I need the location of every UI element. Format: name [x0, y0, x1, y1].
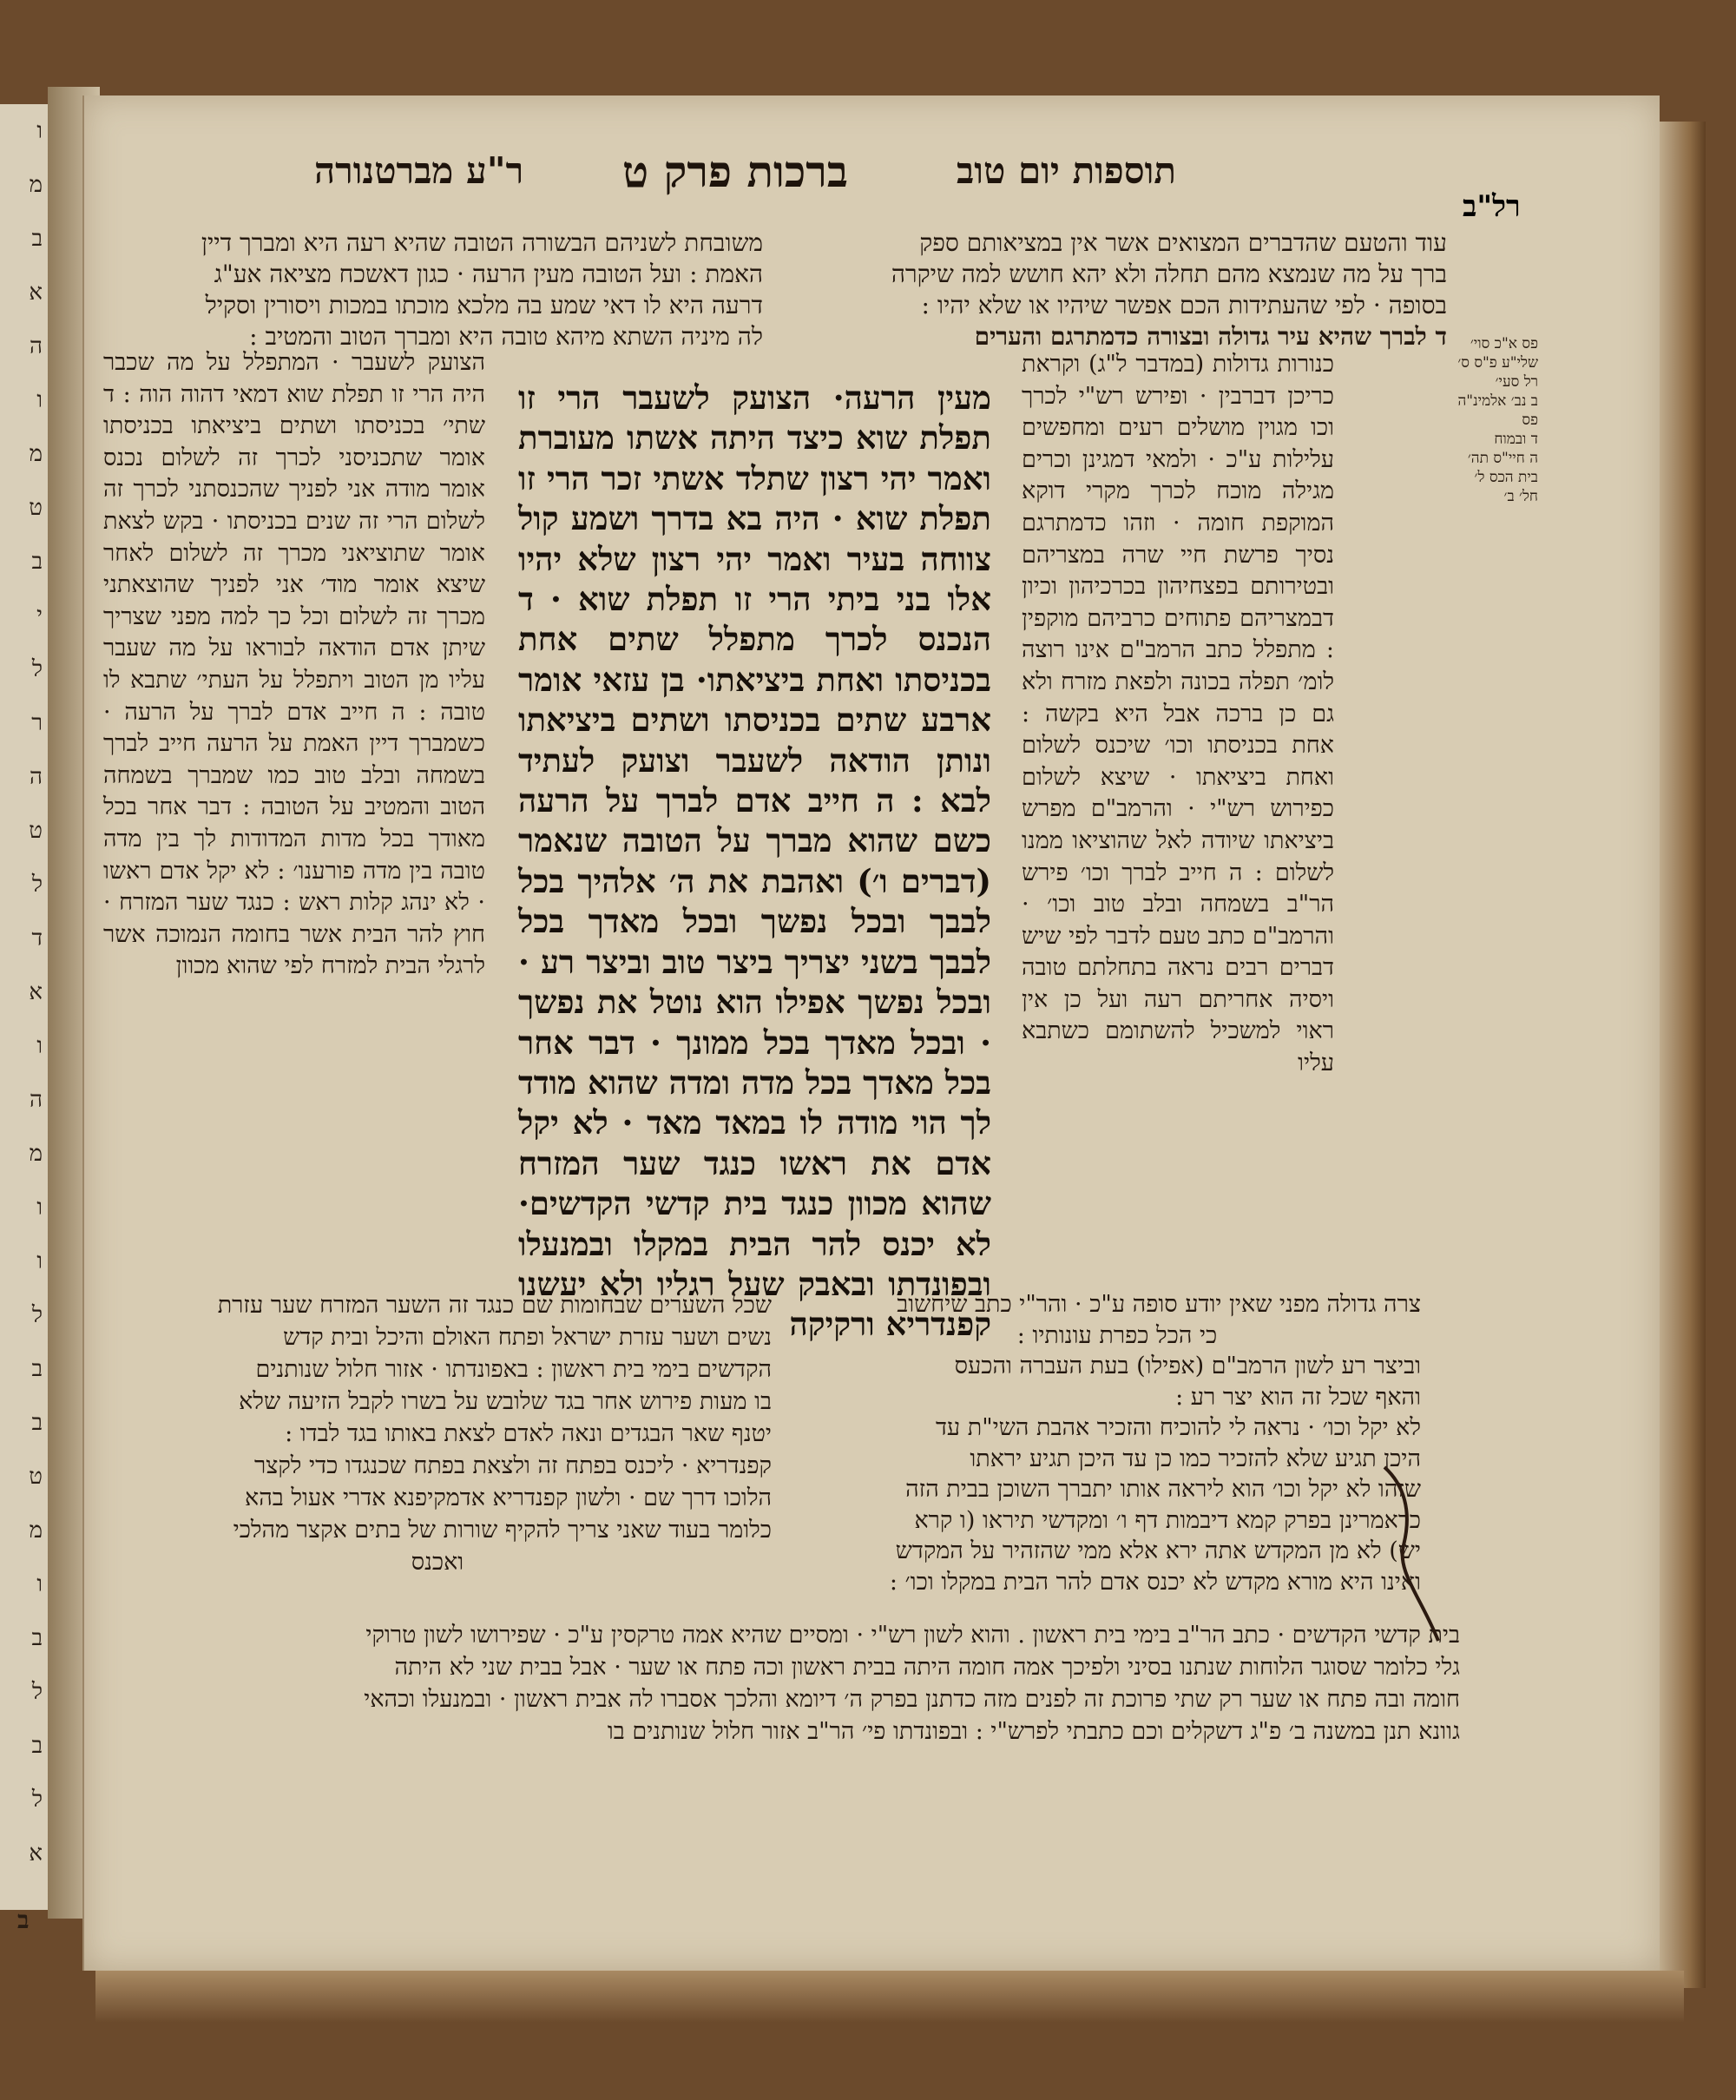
previous-page-letter: ו — [36, 118, 43, 144]
previous-page-letter: ב — [31, 1356, 43, 1382]
previous-page-letter: ט — [29, 818, 43, 844]
previous-page-letter: ו — [36, 1571, 43, 1597]
previous-page-letter: ו — [36, 387, 43, 413]
tosafot-lower-line: והאף שכל זה הוא יצר רע : — [1175, 1383, 1421, 1411]
tosafot-top-line: בסופה · לפי שהעתידות הכם אפשר שיהיו או שלא יהיו : — [921, 291, 1447, 319]
bartenura-lower-line: קפנדריא · ליכנס בפתח זה ולצאת בפתח שכנגדו כדי לקצר — [253, 1452, 772, 1479]
talmud-page — [82, 95, 1660, 1971]
bartenura-top — [103, 227, 763, 352]
marginal-line: חל׳ ב׳ — [1503, 488, 1538, 505]
previous-page-letter: ט — [29, 495, 43, 521]
previous-page-letter: ו — [36, 1195, 43, 1221]
bartenura-lower-line: הקדשים בימי בית ראשון : באפונדתו · אזור חלול שנותנים — [255, 1356, 772, 1383]
bartenura-lower-line: יטנף שאר הבגדים ונאה לאדם לצאת באותו בגד לבדו : — [285, 1420, 772, 1447]
bartenura-top-line: האמת : ועל הטובה מעין הרעה · כגון דאשכח מציאה אע"ג — [214, 260, 763, 288]
book-cover-bottom — [95, 1971, 1684, 2023]
marginal-line: בית הכס ל׳ — [1474, 469, 1538, 486]
tosafot-lower-line: כדאמרינן בפרק קמא דיבמות דף ו׳ ומקדשי תיראו (ו קרא — [914, 1506, 1421, 1534]
tosafot-bottom-line: חומה ובה פתח או שער רק שתי פרוכת זה לפנים מזה כדתנן בפרק ה׳ דיומא והלכך אסברו לה אבית ראשון · ובמנעלו וכהאי — [364, 1686, 1460, 1713]
tosafot-lower-line: וביצר רע לשון הרמב"ם (אפילו) בעת העברה והכעס — [954, 1353, 1421, 1379]
header-bartenura: ר"ע מברטנורה — [314, 149, 524, 192]
bartenura-lower — [103, 1289, 772, 1578]
previous-page-letter: ר — [31, 710, 43, 736]
marginal-line: ד ובמוח — [1494, 431, 1538, 448]
previous-page-letter: א — [29, 979, 43, 1005]
bartenura-lower-line: ואכנס — [411, 1549, 464, 1576]
previous-page-letter: ה — [30, 1087, 43, 1113]
bartenura-lower-line: כלומר בעוד שאני צריך להקיף שורות של בתים אקצר מהלכי — [233, 1517, 772, 1544]
tosafot-lower-line: צרה גדולה מפני שאין יודע סופה ע"כ · והר"י כתב שיחשוב — [897, 1291, 1421, 1318]
tosafot-lower-line: ואינו היא מורא מקדש לא יכנס אדם להר הבית במקלו וכו׳ : — [889, 1568, 1421, 1596]
previous-page-letters — [0, 104, 48, 1880]
bartenura-top-line: דרעה היא לו דאי שמע בה מלכא מוכתו במכות ויסורין וסקיל — [205, 291, 763, 319]
previous-page-letter: מ — [29, 1517, 43, 1544]
marginal-line: ה חיי"ס תה׳ — [1467, 450, 1538, 467]
previous-page-letter: מ — [29, 172, 43, 198]
bartenura-top-line: משובחת לשניהם הבשורה הטובה שהיא רעה היא ומברך דיין — [201, 228, 763, 257]
tosafot-lower-line: שזהו לא יקל וכו׳ הוא ליראה אותו יתברך השוכן בבית הזה — [905, 1476, 1421, 1503]
signature-letter: ב — [17, 1906, 30, 1934]
folio-number: רל"ב — [1463, 189, 1521, 224]
bartenura-column: הצועק לשעבר · המתפלל על מה שכבר היה הרי זו תפלת שוא דמאי דהוה הוה : ד שתי׳ בכניסתו ושתים ביציאתו בכניסתו אומר שתכניסני לכרך זה לשלום נכנס אומר מודה אני לפניך שהכנסתני לכרך זה לשלום הרי זה שנים בכניסתו · בקש לצאת אומר שתוציאני מכרך זה לשלום לאחר שיצא אומר מוד׳ אני לפניך שהוצאתני מכרך זה לשלום וכל כך למה מפני שצריך שיתן אדם הודאה לבוראו על מה שעבר עליו מן הטוב ויתפלל על העתי׳ שתבא לו טובה : ה חייב אדם לברך על הרעה · כשמברך דיין האמת על הרעה חייב לברך בשמחה ובלב טוב כמו שמברך בשמחה הטוב והמטיב על הטובה : דבר אחר בכל מאודך בכל מדות המדודות לך בין מדה טובה בין מדה פורענו׳ : לא יקל אדם ראשו · לא ינהג קלות ראש : כנגד שער המזרח · חוץ להר הבית אשר בחומה הנמוכה אשר לרגלי הבית למזרח לפי שהוא מכוון — [103, 349, 485, 980]
tosafot-lower-line: היכן תגיע שלא להזכיר כמו כן עד היכן תגיע יראתו — [970, 1445, 1421, 1472]
previous-page-edge — [0, 104, 50, 1910]
previous-page-letter: ה — [30, 333, 43, 359]
previous-page-letter: מ — [29, 1141, 43, 1167]
previous-page-letter: ט — [29, 1464, 43, 1490]
tosafot-bottom-line: גוונא תנן במשנה ב׳ פ"ג דשקלים וכם כתבתי לפרש"י : ובפונדתו פי׳ הר"ב אזור חלול שנותנים בו — [607, 1718, 1460, 1745]
marginal-line: פס א"כ סוי׳ — [1470, 335, 1538, 352]
tosafot-lower — [813, 1289, 1421, 1597]
marginal-line: פס — [1522, 411, 1538, 429]
previous-page-letter: מ — [29, 441, 43, 467]
handwritten-mark — [1378, 1450, 1447, 1658]
previous-page-letter: ב — [31, 549, 43, 575]
header-title: ברכות פרק ט — [622, 146, 848, 197]
page-fore-edge — [1654, 122, 1706, 1988]
tosafot-column: כנורות גדולות (במדבר ל"ג) וקראת כריכן דברבין · ופירש רש"י לכרך וכו מגוין מושלים רעים ומחפשים עלילות ע"כ · ולמאי דמגינן וכרים מגילה מוכח לכרך מקרי דוקא המוקפת חומה · וזהו כדמתרגם נסיך פרשת חיי שרה במצריהם ובטירותם בפצחיהון בכרכיהון וכיון דבמצריהם פתוחים כרביהם מוקפין : מתפלל כתב הרמב"ם אינו רוצה לומ׳ תפלה בכונה ולפאת מזרח ולא גם כן ברכה אבל היא בקשה : אחת בכניסתו וכו׳ שיכנס לשלום ואחת ביציאתו · שיצא לשלום כפירוש רש"י · והרמב"ם מפרש ביציאתו שיודה לאל שהוציאו ממנו לשלום : ה חייב לברך וכו׳ פירש הר"ב בשמחה ובלב טוב וכו׳ · והרמב"ם כתב טעם לדבר לפי שיש דברים רבים נראה בתחלתם טובה ויסיה אחריתם רעה ועל כן אין ראוי למשכיל להשתומם כשתבא עליו — [1022, 351, 1334, 1077]
bartenura-lower-line: נשים ושער עזרת ישראל ופתח האולם והיכל ובית קדש — [283, 1324, 772, 1351]
previous-page-letter: ב — [31, 1625, 43, 1651]
tosafot-bottom-line: גלי כלומר שסוגר הלוחות שנתנו בסיני ולפיכך אמה חומה היתה בבית ראשון וכה פתח או שער · אבל בבית שני לא היתה — [394, 1654, 1460, 1681]
tosafot-top-line: ד לברך שהיא עיר גדולה ובצורה כדמתרגם והערים — [974, 322, 1447, 351]
previous-page-letter: ל — [31, 1787, 43, 1813]
tosafot-lower-line: לא יקל וכו׳ · נראה לי להוכיח והזכיר אהבת השי"ת עד — [935, 1414, 1421, 1441]
previous-page-letter: ב — [31, 1410, 43, 1436]
previous-page-letter: ד — [31, 925, 43, 951]
previous-page-letter: ב — [31, 226, 43, 252]
bartenura-lower-line: שכל השערים שבחומות שם כנגד זה השער המזרח שער עזרת — [217, 1292, 772, 1319]
tosafot-top-line: עוד והטעם שהדברים המצואים אשר אין במציאותם ספק — [919, 228, 1447, 257]
marginal-line: שלי"ע פ"ס ס׳ — [1457, 354, 1538, 372]
previous-page-letter: ל — [31, 1679, 43, 1705]
header-tosafot: תוספות יום טוב — [957, 149, 1177, 192]
tosafot-lower-line: כי הכל כפרת עונותיו : — [1016, 1321, 1218, 1349]
previous-page-letter: ב — [31, 1733, 43, 1759]
bartenura-lower-line: הלוכו דרך שם · ולשון קפנדריא אדמקיפנא אדרי אעול בהא — [245, 1484, 772, 1511]
previous-page-letter: ל — [31, 656, 43, 682]
tosafot-bottom-line: בית קדשי הקדשים · כתב הר"ב בימי בית ראשון . והוא לשון רש"י · ומסיים שהיא אמה טרקסין ע"כ · שפירושו לשון טרוקי — [365, 1622, 1460, 1649]
tosafot-top-line: ברך על מה שנמצא מהם תחלה ולא יהא חושש למה שיקרה — [891, 260, 1447, 288]
tosafot-top — [813, 227, 1447, 352]
bartenura-top-line: לה מיניה השתא מיהא טובה היא ומברך הטוב והמטיב : — [249, 322, 763, 351]
marginal-line: רל סעי׳ — [1495, 373, 1538, 391]
previous-page-letter: ל — [31, 872, 43, 898]
previous-page-letter: ו — [36, 1033, 43, 1059]
previous-page-letter: ה — [30, 764, 43, 790]
previous-page-letter: א — [29, 280, 43, 306]
previous-page-letter: א — [29, 1840, 43, 1866]
mishna-text: מעין הרעה· הצועק לשעבר הרי זו תפלת שוא כיצד היתה אשתו מעוברת ואמר יהי רצון שתלד אשתי זכר הרי זו תפלת שוא · היה בא בדרך ושמע קול צווחה בעיר ואמר יהי רצון שלא יהיו אלו בני ביתי הרי זו תפלת שוא · ד הנכנס לכרך מתפלל שתים אחת בכניסתו ואחת ביציאתו· בן עזאי אומר ארבע שתים בכניסתו ושתים ביציאתו ונותן הודאה לשעבר וצועק לעתיד לבא : ה חייב אדם לברך על הרעה כשם שהוא מברך על הטובה שנאמר (דברים ו׳) ואהבת את ה׳ אלהיך בכל לבבך ובכל נפשך ובכל מאדך בכל לבבך בשני יצריך ביצר טוב וביצר רע · ובכל נפשך אפילו הוא נוטל את נפשך · ובכל מאדך בכל ממונך · דבר אחר בכל מאדך בכל מדה ומדה שהוא מודד לך הוי מודה לו במאד מאד · לא יקל אדם את ראשו כנגד שער המזרח שהוא מכוון כנגד בית קדשי הקדשים· לא יכנס להר הבית במקלו ובמנעלו ובפונדתו ובאבק שעל רגליו ולא יעשנו קפנדריא ורקיקה — [518, 379, 991, 1344]
previous-page-letter: י — [36, 602, 43, 629]
previous-page-letter: ל — [31, 1302, 43, 1328]
bartenura-lower-line: בו מעות פירוש אחר בגד שלובש על בשרו לקבל הזיעה שלא — [239, 1388, 772, 1415]
marginal-references — [1443, 334, 1538, 506]
previous-page-letter: ו — [36, 1248, 43, 1274]
marginal-line: ב נב׳ אלמינ"ה — [1457, 392, 1538, 410]
tosafot-bottom — [110, 1619, 1460, 1748]
tosafot-lower-line: יש) לא מן המקדש אתה ירא אלא ממי שהזהיר על המקדש — [895, 1537, 1421, 1564]
